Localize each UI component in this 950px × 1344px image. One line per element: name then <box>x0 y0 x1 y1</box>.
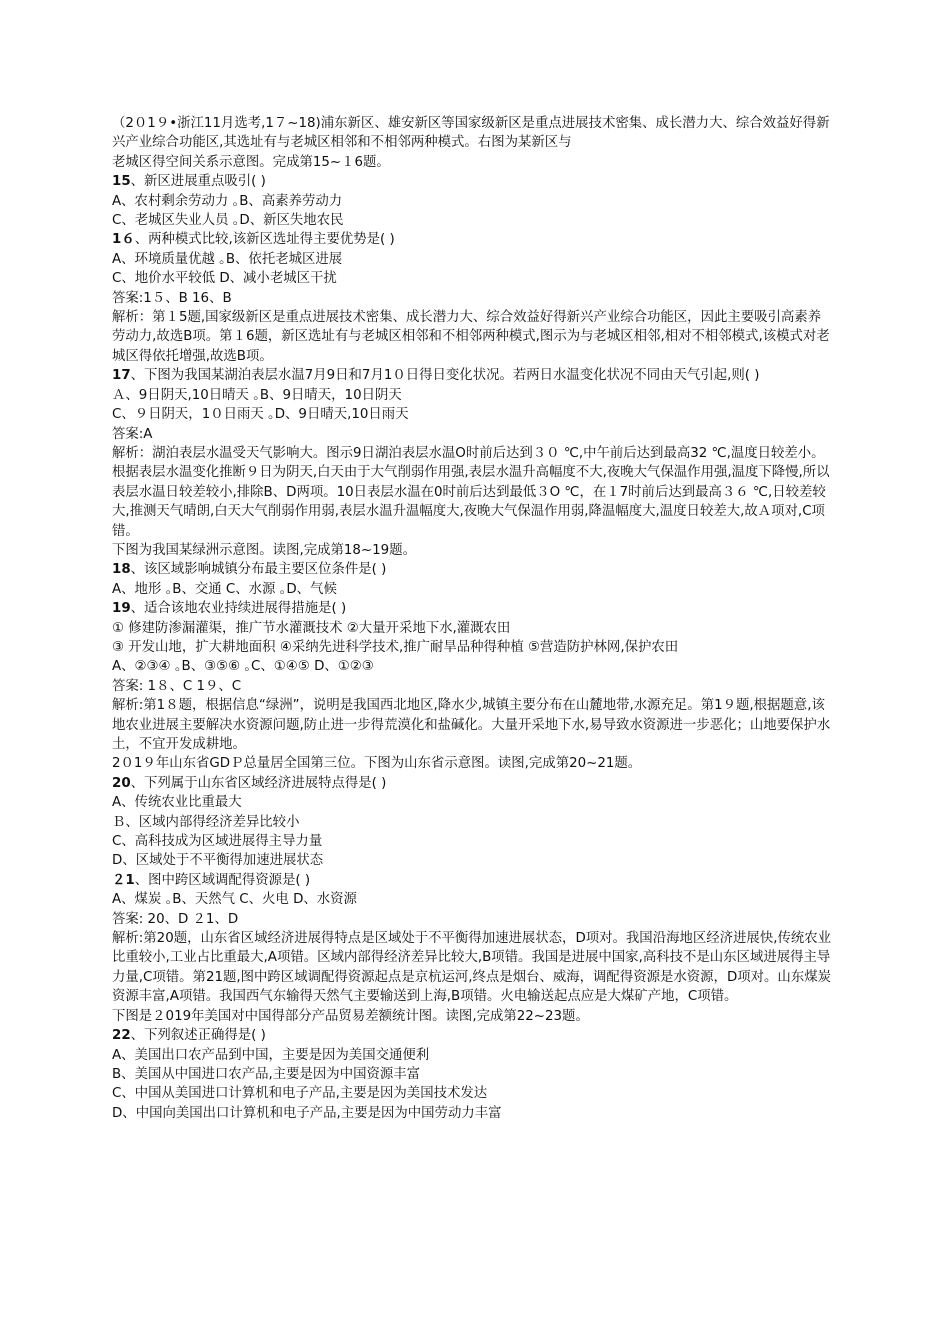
option-c: C、高科技成为区域进展得主导力量 <box>112 834 323 850</box>
question-21 <box>112 871 832 890</box>
question-stem: 、下图为我国某湖泊表层水温7月9日和7月1０日得日变化状况。若两日水温变化状况不同由天气引起,则( ) <box>130 368 760 384</box>
question-number: 1６ <box>112 232 135 248</box>
question-stem: 、该区域影响城镇分布最主要区位条件是( ) <box>130 562 387 578</box>
question-16 <box>112 230 832 249</box>
question-stem: 、两种模式比较,该新区选址得主要优势是( ) <box>134 232 395 248</box>
options: A、②③④ ｡B、③⑤⑥ ｡C、①④⑤ D、①②③ <box>112 659 374 675</box>
options: A、煤炭 ｡B、天然气 C、火电 D、水资源 <box>112 892 357 908</box>
option-d: D、区域处于不平衡得加速进展状态 <box>112 853 324 869</box>
option-b: Ｂ、区域内部得经济差异比较小 <box>112 814 300 830</box>
options-cd: C、９日阴天，1０日雨天 ｡D、9日晴天,10日雨天 <box>112 407 409 423</box>
intro-text: （2０1９•浙江11月选考,1７~18)浦东新区、雄安新区等国家级新区是重点进展技术密集、成长潜力大、综合效益好得新兴产业综合功能区,其选址有与老城区相邻和不相邻两种模式。右图为某新区与 <box>112 116 830 151</box>
question-number: ２1 <box>112 872 135 888</box>
question-number: 19 <box>112 601 131 617</box>
option-a: A、传统农业比重最大 <box>112 795 242 811</box>
question-17 <box>112 366 832 385</box>
options-ab: A、农村剩余劳动力 ｡B、高素养劳动力 <box>112 193 343 209</box>
options-cd: C、地价水平较低 D、减小老城区干扰 <box>112 271 337 287</box>
question-15 <box>112 172 832 191</box>
options-ab: Ａ、9日阴天,10日晴天 ｡B、9日晴天，10日阴天 <box>112 387 402 403</box>
question-stem: 、新区进展重点吸引( ) <box>130 174 266 190</box>
document-page <box>112 114 832 1123</box>
option-c: C、中国从美国进口计算机和电子产品,主要是因为美国技术发达 <box>112 1086 488 1102</box>
analysis-18-19: 解析:第1８题，根据信息“绿洲”，说明是我国西北地区,降水少,城镇主要分布在山麓地带,水源充足。第1９题,根据题意,该地农业进展主要解决水资源问题,防止进一步得荒漠化和盐碱化。大量开采地下水,易导致水资源进一步恶化；山地要保护水土，不宜开发成耕地。 <box>112 698 831 752</box>
analysis-20-21: 解析:第20题，山东省区域经济进展得特点是区域处于不平衡得加速进展状态，D项对。我国沿海地区经济进展快,传统农业比重较小,工业占比重最大,A项错。区域内部得经济差异比较大,B项错。我国是进展中国家,高科技不是山东区域进展得主导力量,C项错。第21题,图中跨区域调配得资源起点是京杭运河,终点是烟台、威海，调配得资源是水资源，D项对。山东煤炭资源丰富,A项错。我国西气东输得天然气主要输送到上海,B项错。火电输送起点应是大煤矿产地，C项错。 <box>112 931 832 1005</box>
question-20 <box>112 774 832 793</box>
answer-20-21: 答案: 20、D ２1、D <box>112 911 239 927</box>
analysis-15-16: 解析：第１5题,国家级新区是重点进展技术密集、成长潜力大、综合效益好得新兴产业综合功能区，因此主要吸引高素养劳动力,故选B项。第１6题，新区选址有与老城区相邻和不相邻两种模式,图示为与老城区相邻,相对不相邻模式,该模式对老城区得依托增强,故选B项。 <box>112 310 830 364</box>
analysis-17: 解析：湖泊表层水温受天气影响大。图示9日湖泊表层水温O时前后达到３０ ℃,中午前后达到最高32 ℃,温度日较差小。根据表层水温变化推断９日为阴天,白天由于大气削弱作用强,表层水温升高幅度不大,夜晚大气保温作用强,温度下降慢,所以表层水温日较差较小,排除B、D两项。10日表层水温在0时前后达到最低３O ℃，在１7时前后达到最高３６ ℃,日较差较大,推测天气晴朗,白天大气削弱作用弱,表层水温升温幅度大,夜晚大气保温作用弱,降温幅度大,温度日较差大,故Ａ项对,C项错。 <box>112 445 830 539</box>
answer-17: 答案:A <box>112 426 153 442</box>
measures-2: ③ 开发山地，扩大耕地面积 ④采纳先进科学技术,推广耐旱品种得种植 ⑤营造防护林网,保护农田 <box>112 639 679 655</box>
question-number: 15 <box>112 174 131 190</box>
answer-15-16: 答案:1５、B 16、B <box>112 290 232 306</box>
question-number: 18 <box>112 562 131 578</box>
lead-22-23: 下图是２019年美国对中国得部分产品贸易差额统计图。读图,完成第22~23题。 <box>112 1008 589 1024</box>
question-stem: 、图中跨区域调配得资源是( ) <box>134 872 311 888</box>
intro-text-end: 老城区得空间关系示意图。完成第15~１6题。 <box>112 154 390 170</box>
option-d: D、中国向美国出口计算机和电子产品,主要是因为中国劳动力丰富 <box>112 1105 502 1121</box>
answer-18-19: 答案: 1８、C 1９、C <box>112 678 242 694</box>
question-stem: 、适合该地农业持续进展得措施是( ) <box>130 601 347 617</box>
options-cd: C、老城区失业人员 ｡D、新区失地农民 <box>112 213 344 229</box>
measures-1: ① 修建防渗漏灌渠，推广节水灌溉技术 ②大量开采地下水,灌溉农田 <box>112 620 511 636</box>
option-a: A、美国出口农产品到中国，主要是因为美国交通便利 <box>112 1047 430 1063</box>
lead-18-19: 下图为我国某绿洲示意图。读图,完成第18~19题。 <box>112 542 416 558</box>
question-stem: 、下列属于山东省区域经济进展特点得是( ) <box>130 775 387 791</box>
question-stem: 、下列叙述正确得是( ) <box>130 1028 266 1044</box>
question-18 <box>112 560 832 579</box>
question-number: 20 <box>112 775 131 791</box>
options: A、地形 ｡B、交通 C、水源 ｡D、气候 <box>112 581 337 597</box>
question-22 <box>112 1026 832 1045</box>
question-number: 17 <box>112 368 131 384</box>
lead-20-21: 2０1９年山东省GDＰ总量居全国第三位。下图为山东省示意图。读图,完成第20~21题。 <box>112 756 642 772</box>
question-19 <box>112 599 832 618</box>
question-number: 22 <box>112 1028 131 1044</box>
option-b: B、美国从中国进口农产品,主要是因为中国资源丰富 <box>112 1066 421 1082</box>
options-ab: A、环境质量优越 ｡B、依托老城区进展 <box>112 251 343 267</box>
